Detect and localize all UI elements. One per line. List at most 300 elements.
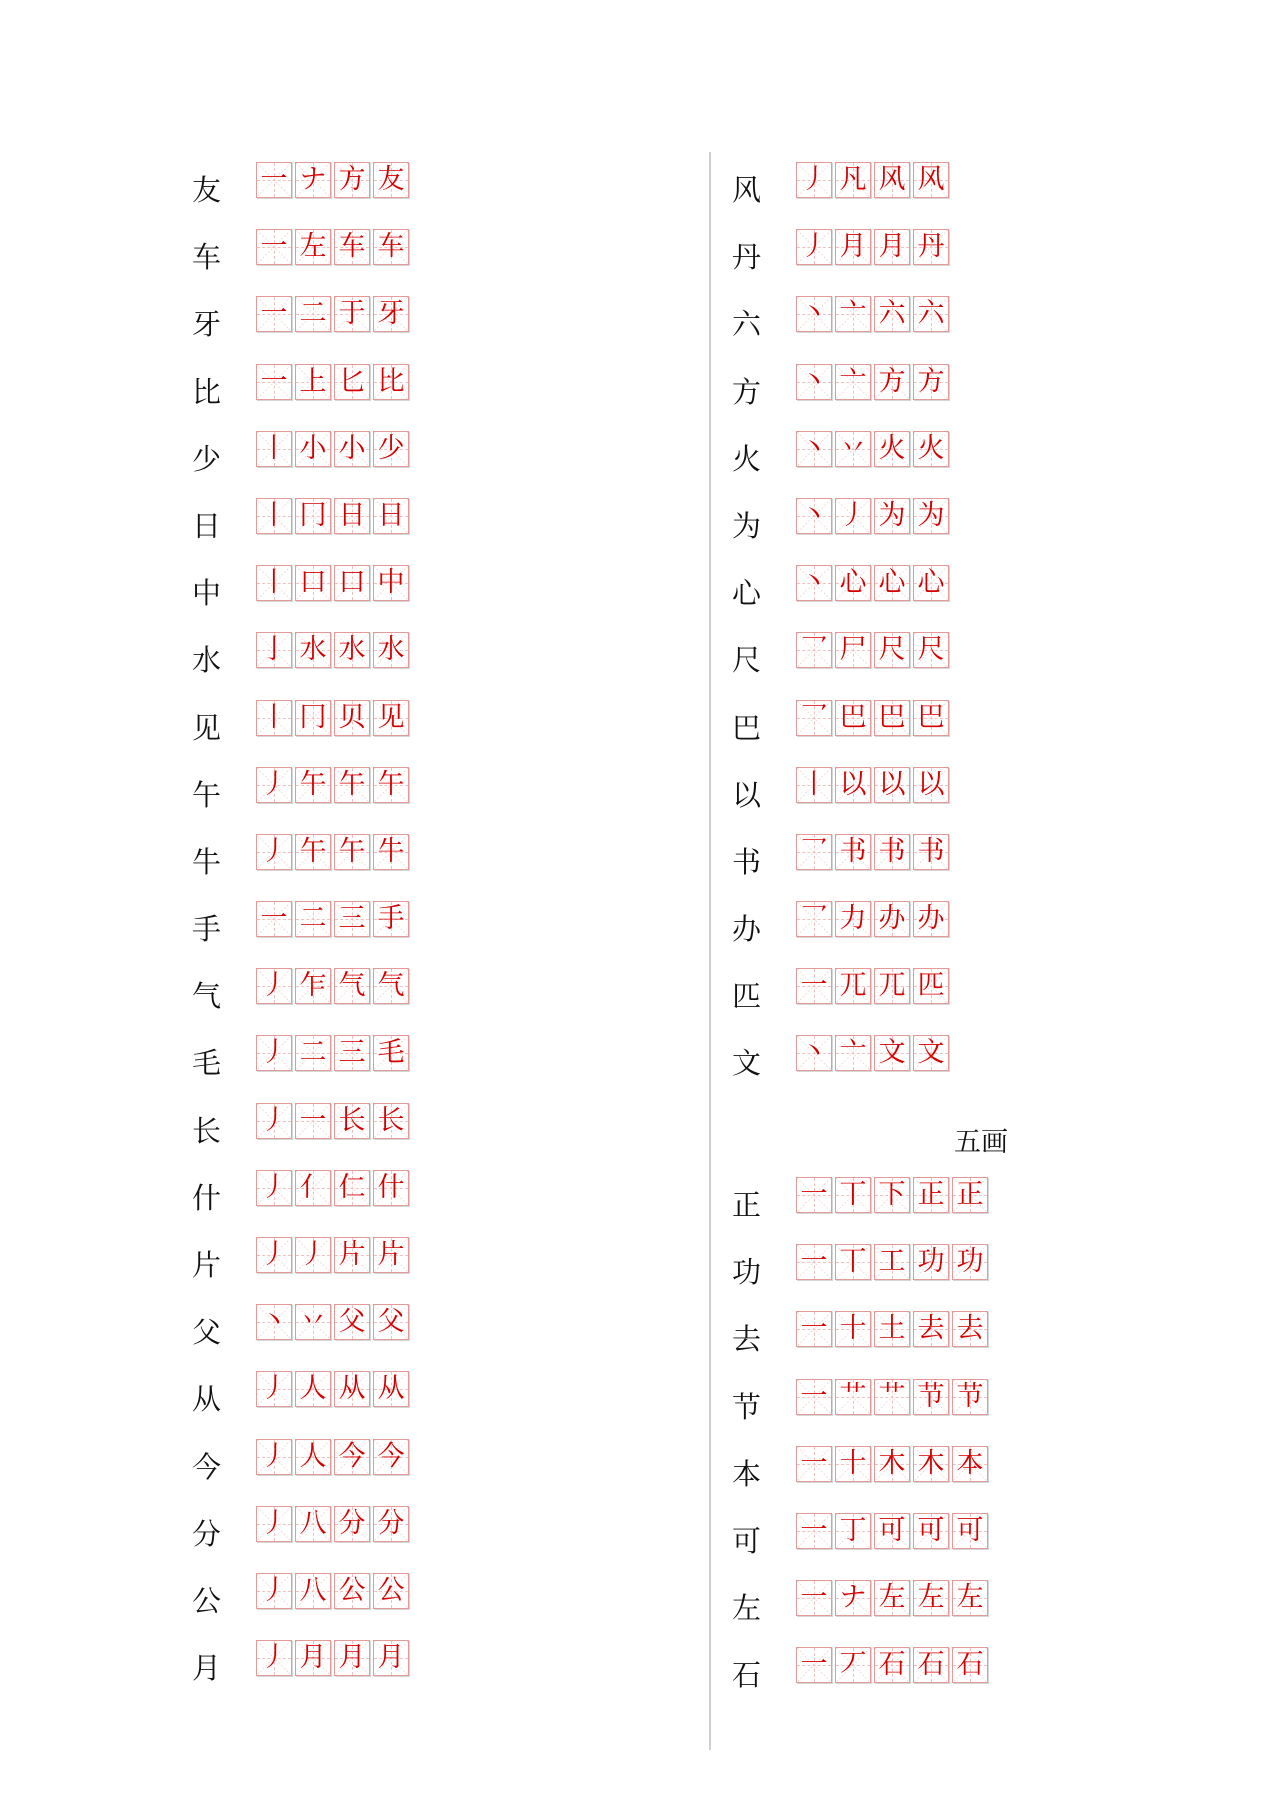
character-label: 尺 bbox=[732, 643, 762, 678]
stroke-grid-box bbox=[874, 1035, 910, 1071]
stroke-sequence bbox=[256, 229, 412, 265]
stroke-glyph: 从 bbox=[377, 1373, 405, 1405]
stroke-glyph: 丿 bbox=[260, 1440, 288, 1472]
stroke-glyph: 石 bbox=[917, 1649, 945, 1681]
stroke-grid-box bbox=[256, 1640, 292, 1676]
character-row bbox=[728, 1177, 1148, 1244]
stroke-glyph: 风 bbox=[878, 164, 906, 195]
stroke-grid-box bbox=[835, 296, 871, 332]
stroke-grid-box bbox=[835, 162, 871, 198]
stroke-glyph: 月 bbox=[878, 231, 906, 263]
stroke-grid-box bbox=[373, 162, 409, 198]
stroke-grid-box bbox=[373, 968, 409, 1004]
character-label: 匹 bbox=[732, 979, 762, 1014]
stroke-glyph: 上 bbox=[299, 365, 327, 397]
stroke-sequence bbox=[796, 498, 952, 534]
stroke-glyph: 一 bbox=[260, 365, 288, 397]
stroke-glyph: 友 bbox=[377, 164, 405, 195]
stroke-glyph: 八 bbox=[299, 1507, 327, 1539]
stroke-grid-box bbox=[913, 1244, 949, 1280]
stroke-glyph: 六 bbox=[917, 298, 945, 330]
stroke-glyph: 匹 bbox=[917, 970, 945, 1002]
left-column bbox=[188, 162, 608, 1707]
stroke-grid-box bbox=[796, 162, 832, 198]
stroke-glyph: 丨 bbox=[260, 567, 288, 599]
character-row bbox=[188, 1573, 608, 1640]
stroke-grid-box bbox=[373, 1439, 409, 1475]
character-row bbox=[188, 901, 608, 968]
stroke-grid-box bbox=[256, 1103, 292, 1139]
stroke-glyph: 气 bbox=[338, 970, 366, 1002]
character-row bbox=[728, 498, 1148, 565]
stroke-grid-box bbox=[295, 364, 331, 400]
stroke-grid-box bbox=[295, 1237, 331, 1273]
stroke-sequence bbox=[796, 767, 952, 803]
stroke-grid-box bbox=[373, 565, 409, 601]
stroke-glyph: 丿 bbox=[839, 499, 867, 531]
stroke-grid-box bbox=[373, 1573, 409, 1609]
stroke-glyph: 丿 bbox=[260, 1574, 288, 1606]
stroke-glyph: 去 bbox=[917, 1313, 945, 1345]
stroke-grid-box bbox=[295, 1640, 331, 1676]
stroke-glyph: 片 bbox=[377, 1239, 405, 1270]
stroke-glyph: 父 bbox=[338, 1306, 366, 1338]
stroke-grid-box bbox=[256, 1573, 292, 1609]
stroke-grid-box bbox=[373, 1170, 409, 1206]
stroke-grid-box bbox=[913, 968, 949, 1004]
character-row bbox=[188, 1103, 608, 1170]
stroke-glyph: 以 bbox=[917, 768, 945, 800]
character-label: 午 bbox=[192, 777, 222, 812]
stroke-grid-box bbox=[796, 498, 832, 534]
stroke-glyph: 月 bbox=[338, 1642, 366, 1674]
stroke-glyph: 午 bbox=[299, 768, 327, 800]
stroke-grid-box bbox=[796, 700, 832, 736]
stroke-glyph: 左 bbox=[956, 1582, 984, 1614]
character-label: 水 bbox=[192, 643, 222, 678]
stroke-sequence bbox=[256, 1304, 412, 1340]
stroke-glyph: 手 bbox=[377, 903, 405, 935]
stroke-grid-box bbox=[835, 1446, 871, 1482]
stroke-grid-box bbox=[796, 1647, 832, 1683]
stroke-grid-box bbox=[334, 1304, 370, 1340]
stroke-glyph: 心 bbox=[878, 567, 906, 599]
stroke-grid-box bbox=[796, 1177, 832, 1213]
stroke-sequence bbox=[256, 296, 412, 332]
stroke-sequence bbox=[256, 1506, 412, 1542]
stroke-glyph: 片 bbox=[338, 1239, 366, 1270]
stroke-grid-box bbox=[913, 296, 949, 332]
stroke-grid-box bbox=[334, 565, 370, 601]
stroke-glyph: 冂 bbox=[299, 701, 327, 733]
stroke-glyph: 丶 bbox=[800, 298, 828, 330]
stroke-grid-box bbox=[913, 1311, 949, 1347]
stroke-sequence bbox=[796, 834, 952, 870]
stroke-glyph: 风 bbox=[917, 164, 945, 195]
character-row bbox=[188, 968, 608, 1035]
stroke-glyph: 车 bbox=[338, 231, 366, 263]
character-row bbox=[728, 296, 1148, 363]
stroke-grid-box bbox=[952, 1379, 988, 1415]
stroke-grid-box bbox=[952, 1311, 988, 1347]
stroke-grid-box bbox=[295, 1035, 331, 1071]
stroke-grid-box bbox=[256, 1371, 292, 1407]
stroke-sequence bbox=[256, 1103, 412, 1139]
stroke-glyph: 以 bbox=[878, 768, 906, 800]
stroke-grid-box bbox=[373, 229, 409, 265]
stroke-glyph: 尺 bbox=[878, 634, 906, 666]
character-row bbox=[188, 632, 608, 699]
stroke-grid-box bbox=[835, 1379, 871, 1415]
stroke-glyph: 丿 bbox=[260, 768, 288, 800]
stroke-sequence bbox=[796, 1379, 991, 1415]
stroke-grid-box bbox=[373, 1640, 409, 1676]
stroke-sequence bbox=[256, 700, 412, 736]
stroke-glyph: 兀 bbox=[839, 970, 867, 1002]
character-label: 见 bbox=[192, 710, 222, 745]
character-label: 风 bbox=[732, 173, 762, 207]
stroke-grid-box bbox=[835, 1244, 871, 1280]
stroke-grid-box bbox=[334, 767, 370, 803]
character-label: 为 bbox=[732, 508, 762, 543]
stroke-glyph: 心 bbox=[917, 567, 945, 599]
character-label: 牛 bbox=[192, 844, 222, 879]
stroke-glyph: 正 bbox=[917, 1179, 945, 1210]
stroke-glyph: 中 bbox=[377, 567, 405, 599]
stroke-sequence bbox=[256, 498, 412, 534]
stroke-grid-box bbox=[334, 498, 370, 534]
stroke-grid-box bbox=[796, 431, 832, 467]
stroke-glyph: 公 bbox=[377, 1574, 405, 1606]
stroke-grid-box bbox=[256, 162, 292, 198]
character-row bbox=[728, 1244, 1148, 1311]
stroke-grid-box bbox=[913, 1035, 949, 1071]
stroke-grid-box bbox=[256, 229, 292, 265]
stroke-grid-box bbox=[874, 229, 910, 265]
stroke-grid-box bbox=[334, 296, 370, 332]
stroke-glyph: 八 bbox=[299, 1574, 327, 1606]
character-row bbox=[728, 834, 1148, 901]
stroke-grid-box bbox=[256, 1170, 292, 1206]
stroke-grid-box bbox=[334, 1170, 370, 1206]
stroke-grid-box bbox=[796, 767, 832, 803]
character-label: 功 bbox=[732, 1255, 762, 1290]
section-heading: 五画 bbox=[954, 1127, 1008, 1158]
stroke-grid-box bbox=[295, 1103, 331, 1139]
stroke-grid-box bbox=[295, 1573, 331, 1609]
stroke-glyph: 一 bbox=[800, 1582, 828, 1614]
stroke-grid-box bbox=[874, 162, 910, 198]
stroke-grid-box bbox=[373, 1304, 409, 1340]
stroke-sequence bbox=[796, 1311, 991, 1347]
character-label: 火 bbox=[732, 441, 762, 476]
character-label: 节 bbox=[732, 1389, 762, 1424]
stroke-grid-box bbox=[334, 364, 370, 400]
stroke-glyph: 一 bbox=[260, 164, 288, 195]
stroke-glyph: 二 bbox=[299, 1037, 327, 1069]
stroke-glyph: 丿 bbox=[260, 970, 288, 1002]
stroke-glyph: 乛 bbox=[800, 634, 828, 666]
stroke-grid-box bbox=[334, 1237, 370, 1273]
stroke-grid-box bbox=[913, 1446, 949, 1482]
stroke-glyph: 一 bbox=[800, 1313, 828, 1345]
stroke-glyph: 丿 bbox=[260, 1104, 288, 1136]
stroke-grid-box bbox=[256, 565, 292, 601]
stroke-glyph: 左 bbox=[917, 1582, 945, 1614]
stroke-grid-box bbox=[373, 296, 409, 332]
character-row bbox=[728, 1311, 1148, 1378]
stroke-glyph: 丿 bbox=[260, 1642, 288, 1674]
stroke-sequence bbox=[796, 1177, 991, 1213]
character-label: 友 bbox=[192, 173, 222, 207]
character-label: 牙 bbox=[192, 307, 222, 342]
stroke-grid-box bbox=[295, 229, 331, 265]
stroke-glyph: 三 bbox=[338, 1037, 366, 1069]
character-label: 本 bbox=[732, 1456, 762, 1491]
stroke-grid-box bbox=[373, 632, 409, 668]
stroke-grid-box bbox=[913, 834, 949, 870]
character-row bbox=[188, 1439, 608, 1506]
character-row bbox=[728, 968, 1148, 1035]
stroke-grid-box bbox=[796, 1580, 832, 1616]
stroke-glyph: 长 bbox=[338, 1104, 366, 1136]
stroke-glyph: 日 bbox=[377, 499, 405, 531]
stroke-glyph: 左 bbox=[299, 231, 327, 263]
stroke-grid-box bbox=[835, 968, 871, 1004]
character-label: 分 bbox=[192, 1516, 222, 1551]
stroke-glyph: 丿 bbox=[299, 1239, 327, 1270]
stroke-grid-box bbox=[835, 1647, 871, 1683]
stroke-grid-box bbox=[295, 767, 331, 803]
character-label: 中 bbox=[192, 576, 222, 611]
stroke-glyph: 丿 bbox=[800, 231, 828, 263]
stroke-grid-box bbox=[952, 1647, 988, 1683]
stroke-grid-box bbox=[913, 364, 949, 400]
stroke-glyph: 二 bbox=[299, 903, 327, 935]
stroke-grid-box bbox=[256, 1506, 292, 1542]
character-row bbox=[188, 364, 608, 431]
stroke-sequence bbox=[796, 229, 952, 265]
stroke-glyph: 一 bbox=[800, 1179, 828, 1210]
stroke-sequence bbox=[796, 632, 952, 668]
stroke-glyph: ナ bbox=[839, 1582, 867, 1614]
stroke-glyph: 冂 bbox=[299, 499, 327, 531]
stroke-glyph: 尺 bbox=[917, 634, 945, 666]
stroke-glyph: 尸 bbox=[839, 634, 867, 666]
stroke-grid-box bbox=[295, 1304, 331, 1340]
stroke-glyph: 丿 bbox=[260, 1373, 288, 1405]
stroke-sequence bbox=[256, 632, 412, 668]
stroke-glyph: 小 bbox=[338, 432, 366, 464]
stroke-grid-box bbox=[796, 632, 832, 668]
stroke-grid-box bbox=[874, 1379, 910, 1415]
stroke-glyph: 木 bbox=[878, 1447, 906, 1479]
stroke-glyph: 亻 bbox=[299, 1171, 327, 1203]
stroke-grid-box bbox=[874, 431, 910, 467]
character-row bbox=[728, 162, 1148, 229]
stroke-grid-box bbox=[373, 1103, 409, 1139]
stroke-grid-box bbox=[256, 1237, 292, 1273]
stroke-glyph: 丶 bbox=[800, 365, 828, 397]
stroke-grid-box bbox=[952, 1177, 988, 1213]
stroke-grid-box bbox=[295, 565, 331, 601]
stroke-glyph: 十 bbox=[839, 1313, 867, 1345]
stroke-grid-box bbox=[874, 364, 910, 400]
stroke-grid-box bbox=[874, 1647, 910, 1683]
stroke-grid-box bbox=[874, 1513, 910, 1549]
stroke-grid-box bbox=[334, 700, 370, 736]
stroke-grid-box bbox=[295, 296, 331, 332]
character-label: 书 bbox=[732, 844, 762, 879]
stroke-glyph: 方 bbox=[878, 365, 906, 397]
stroke-sequence bbox=[796, 1244, 991, 1280]
stroke-glyph: 丶 bbox=[800, 567, 828, 599]
stroke-glyph: 什 bbox=[377, 1171, 405, 1203]
stroke-glyph: 土 bbox=[878, 1313, 906, 1345]
stroke-grid-box bbox=[334, 1035, 370, 1071]
stroke-grid-box bbox=[952, 1513, 988, 1549]
stroke-sequence bbox=[796, 1446, 991, 1482]
stroke-grid-box bbox=[334, 1103, 370, 1139]
character-label: 父 bbox=[192, 1315, 222, 1350]
stroke-glyph: 丅 bbox=[839, 1179, 867, 1210]
character-row bbox=[728, 1035, 1148, 1102]
stroke-grid-box bbox=[256, 1439, 292, 1475]
character-row bbox=[188, 1237, 608, 1304]
character-label: 去 bbox=[732, 1322, 762, 1357]
stroke-glyph: 一 bbox=[800, 1380, 828, 1412]
stroke-glyph: 丶 bbox=[260, 1306, 288, 1338]
stroke-grid-box bbox=[796, 1035, 832, 1071]
stroke-glyph: 水 bbox=[338, 634, 366, 666]
stroke-grid-box bbox=[295, 498, 331, 534]
character-row bbox=[188, 1035, 608, 1102]
character-label: 文 bbox=[732, 1046, 762, 1081]
stroke-glyph: 石 bbox=[878, 1649, 906, 1681]
stroke-grid-box bbox=[835, 834, 871, 870]
stroke-grid-box bbox=[373, 1035, 409, 1071]
stroke-glyph: 丿 bbox=[260, 1507, 288, 1539]
column-divider bbox=[709, 152, 711, 1750]
stroke-grid-box bbox=[835, 364, 871, 400]
stroke-glyph: 午 bbox=[338, 768, 366, 800]
character-row bbox=[728, 565, 1148, 632]
stroke-glyph: 分 bbox=[377, 1507, 405, 1539]
stroke-grid-box bbox=[913, 565, 949, 601]
stroke-grid-box bbox=[295, 431, 331, 467]
stroke-grid-box bbox=[256, 498, 292, 534]
character-row bbox=[188, 431, 608, 498]
stroke-glyph: 从 bbox=[338, 1373, 366, 1405]
character-label: 车 bbox=[192, 240, 222, 275]
stroke-grid-box bbox=[334, 1371, 370, 1407]
character-label: 心 bbox=[732, 576, 762, 611]
stroke-glyph: 艹 bbox=[878, 1380, 906, 1412]
stroke-sequence bbox=[256, 1640, 412, 1676]
stroke-glyph: 方 bbox=[338, 164, 366, 195]
stroke-grid-box bbox=[913, 901, 949, 937]
stroke-grid-box bbox=[295, 1506, 331, 1542]
stroke-glyph: 长 bbox=[377, 1104, 405, 1136]
stroke-grid-box bbox=[835, 565, 871, 601]
stroke-grid-box bbox=[373, 1237, 409, 1273]
character-label: 石 bbox=[732, 1658, 762, 1693]
character-label: 日 bbox=[192, 508, 222, 543]
character-row bbox=[728, 1379, 1148, 1446]
stroke-glyph: 本 bbox=[956, 1447, 984, 1479]
stroke-sequence bbox=[256, 834, 412, 870]
stroke-glyph: 左 bbox=[878, 1582, 906, 1614]
character-label: 月 bbox=[192, 1651, 222, 1686]
stroke-grid-box bbox=[796, 1379, 832, 1415]
stroke-glyph: 为 bbox=[917, 499, 945, 531]
stroke-glyph: 丿 bbox=[260, 1037, 288, 1069]
character-row bbox=[728, 1580, 1148, 1647]
stroke-grid-box bbox=[835, 431, 871, 467]
stroke-grid-box bbox=[835, 1311, 871, 1347]
stroke-glyph: 一 bbox=[260, 298, 288, 330]
stroke-grid-box bbox=[796, 901, 832, 937]
stroke-sequence bbox=[256, 1170, 412, 1206]
stroke-glyph: 兀 bbox=[878, 970, 906, 1002]
stroke-grid-box bbox=[334, 632, 370, 668]
stroke-grid-box bbox=[796, 229, 832, 265]
stroke-glyph: 巴 bbox=[878, 701, 906, 733]
stroke-grid-box bbox=[796, 296, 832, 332]
character-row bbox=[728, 229, 1148, 296]
stroke-glyph: 亠 bbox=[839, 1037, 867, 1069]
stroke-glyph: 今 bbox=[338, 1440, 366, 1472]
stroke-grid-box bbox=[835, 901, 871, 937]
stroke-sequence bbox=[256, 1573, 412, 1609]
stroke-sequence bbox=[256, 1439, 412, 1475]
stroke-grid-box bbox=[913, 767, 949, 803]
stroke-grid-box bbox=[913, 1580, 949, 1616]
stroke-grid-box bbox=[334, 901, 370, 937]
character-row bbox=[188, 565, 608, 632]
stroke-glyph: 车 bbox=[377, 231, 405, 263]
stroke-glyph: 三 bbox=[338, 903, 366, 935]
stroke-grid-box bbox=[874, 1311, 910, 1347]
stroke-grid-box bbox=[796, 1446, 832, 1482]
stroke-grid-box bbox=[334, 1573, 370, 1609]
stroke-grid-box bbox=[256, 700, 292, 736]
stroke-glyph: 父 bbox=[377, 1306, 405, 1338]
stroke-glyph: 丶 bbox=[800, 432, 828, 464]
stroke-grid-box bbox=[334, 834, 370, 870]
stroke-glyph: 于 bbox=[338, 298, 366, 330]
stroke-grid-box bbox=[334, 1506, 370, 1542]
stroke-grid-box bbox=[796, 834, 832, 870]
stroke-glyph: 午 bbox=[377, 768, 405, 800]
stroke-glyph: 下 bbox=[878, 1179, 906, 1210]
character-row bbox=[188, 162, 608, 229]
stroke-glyph: 功 bbox=[917, 1246, 945, 1278]
character-label: 巴 bbox=[732, 710, 762, 745]
stroke-grid-box bbox=[913, 229, 949, 265]
stroke-sequence bbox=[256, 767, 412, 803]
stroke-grid-box bbox=[952, 1446, 988, 1482]
stroke-glyph: 一 bbox=[800, 1246, 828, 1278]
stroke-glyph: 丨 bbox=[260, 432, 288, 464]
stroke-glyph: 见 bbox=[377, 701, 405, 733]
stroke-grid-box bbox=[874, 1244, 910, 1280]
stroke-grid-box bbox=[373, 767, 409, 803]
character-row bbox=[188, 1640, 608, 1707]
stroke-grid-box bbox=[334, 162, 370, 198]
stroke-glyph: 丨 bbox=[800, 768, 828, 800]
stroke-glyph: 毛 bbox=[377, 1037, 405, 1069]
